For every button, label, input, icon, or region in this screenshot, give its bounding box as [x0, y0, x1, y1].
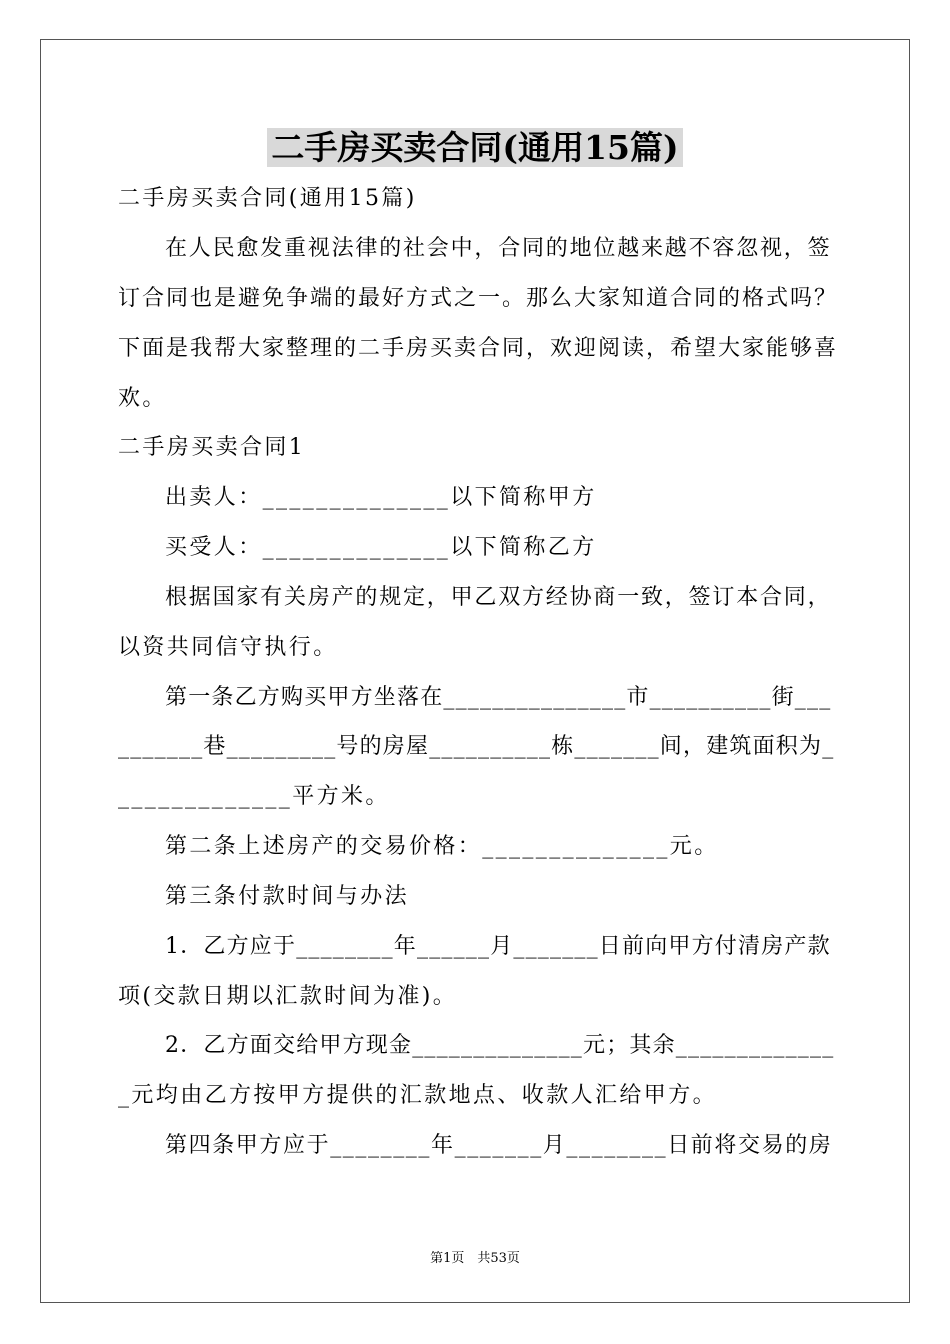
paragraph-line: 以资共同信守执行。	[118, 635, 338, 660]
paragraph-line: 在人民愈发重视法律的社会中，合同的地位越来越不容忽视，签	[165, 236, 832, 261]
paragraph-line: 欢。	[118, 386, 167, 411]
section-heading: 二手房买卖合同1	[118, 435, 306, 460]
document-title	[0, 122, 950, 174]
article-3-item-1: 项(交款日期以汇款时间为准)。	[118, 984, 458, 1009]
article-1-line: _____________平方米。	[118, 784, 390, 809]
article-1-line: 第一条乙方购买甲方坐落在_______________市__________街___	[165, 685, 832, 710]
paragraph-line: 订合同也是避免争端的最好方式之一。那么大家知道合同的格式吗？	[118, 286, 839, 311]
article-4-line: 第四条甲方应于________年_______月________日前将交易的房	[165, 1133, 833, 1158]
paragraph-line: 根据国家有关房产的规定，甲乙双方经协商一致，签订本合同，	[165, 585, 832, 610]
article-3-item-2: _元均由乙方按甲方提供的汇款地点、收款人汇给甲方。	[118, 1083, 718, 1108]
document-subtitle: 二手房买卖合同(通用15篇)	[118, 186, 417, 211]
document-title-text: 二手房买卖合同(通用15篇)	[267, 128, 682, 167]
article-3-item-2: 2．乙方面交给甲方现金______________元；其余_____________	[165, 1033, 835, 1058]
seller-line: 出卖人：______________以下简称甲方	[165, 485, 597, 510]
buyer-line: 买受人：______________以下简称乙方	[165, 535, 597, 560]
paragraph-line: 下面是我帮大家整理的二手房买卖合同，欢迎阅读，希望大家能够喜	[118, 336, 839, 361]
page-border	[40, 39, 910, 1303]
page-footer: 第1页 共53页	[430, 1251, 520, 1266]
article-1-line: _______巷_________号的房屋__________栋_______间，建筑面积为_	[118, 734, 835, 759]
article-2-line: 第二条上述房产的交易价格：______________元。	[165, 834, 719, 859]
article-3-heading: 第三条付款时间与办法	[165, 884, 410, 909]
article-3-item-1: 1．乙方应于________年______月_______日前向甲方付清房产款	[165, 934, 831, 959]
